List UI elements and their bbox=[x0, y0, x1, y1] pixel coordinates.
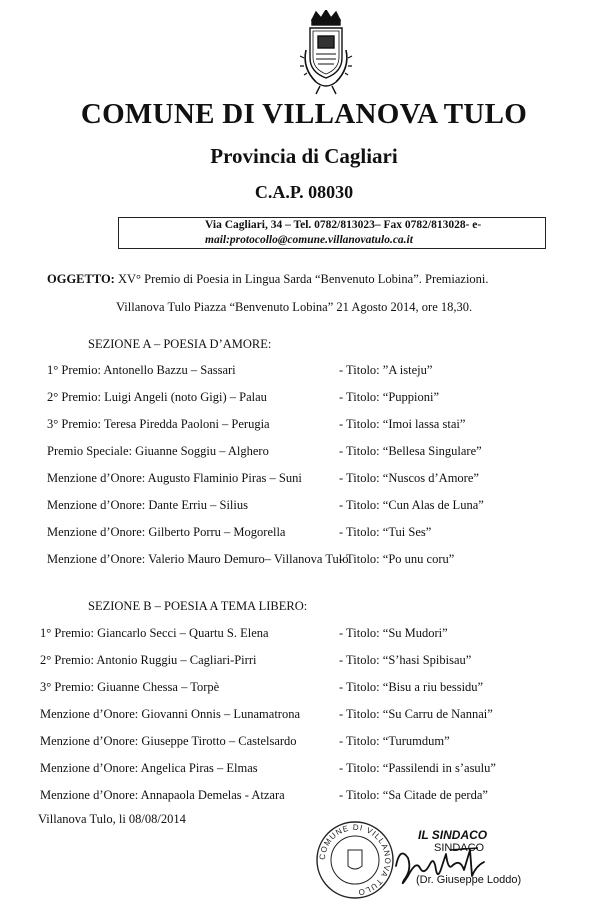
poem-title: - Titolo: “Bellesa Singulare” bbox=[339, 444, 482, 458]
poem-title: - Titolo: “Cun Alas de Luna” bbox=[339, 498, 484, 512]
award-recipient: 2° Premio: Antonio Ruggiu – Cagliari-Pirri bbox=[40, 653, 257, 667]
comune-title: COMUNE DI VILLANOVA TULO bbox=[80, 98, 528, 130]
poem-title: - Titolo: “Bisu a riu bessidu” bbox=[339, 680, 484, 694]
sindaco-name: (Dr. Giuseppe Loddo) bbox=[416, 874, 522, 886]
award-recipient: 1° Premio: Antonello Bazzu – Sassari bbox=[47, 363, 236, 377]
oggetto-text: XV° Premio di Poesia in Lingua Sarda “Benvenuto Lobina”. Premiazioni. bbox=[114, 272, 489, 286]
poem-title: - Titolo: “Nuscos d’Amore” bbox=[339, 471, 479, 485]
oggetto-line bbox=[47, 272, 489, 287]
award-recipient: Menzione d’Onore: Augusto Flaminio Piras – Suni bbox=[47, 471, 302, 485]
poem-title: - Titolo: “Passilendi in s’asulu” bbox=[339, 761, 496, 775]
sindaco-label: SINDACO bbox=[434, 842, 485, 854]
poem-title: - Titolo: “Su Mudori” bbox=[339, 626, 448, 640]
award-recipient: 1° Premio: Giancarlo Secci – Quartu S. Elena bbox=[40, 626, 269, 640]
poem-title: - Titolo: ”A isteju” bbox=[339, 363, 433, 377]
poem-title: - Titolo: “Po unu coru” bbox=[339, 552, 455, 566]
award-recipient: Menzione d’Onore: Valerio Mauro Demuro– Villanova Tulo bbox=[47, 552, 349, 566]
award-recipient: Menzione d’Onore: Giuseppe Tirotto – Castelsardo bbox=[40, 734, 297, 748]
award-recipient: 3° Premio: Teresa Piredda Paoloni – Perugia bbox=[47, 417, 270, 431]
poem-title: - Titolo: “Su Carru de Nannai” bbox=[339, 707, 493, 721]
oggetto-venue: Villanova Tulo Piazza “Benvenuto Lobina” 21 Agosto 2014, ore 18,30. bbox=[116, 300, 473, 314]
award-recipient: Menzione d’Onore: Annapaola Demelas - Atzara bbox=[40, 788, 285, 802]
poem-title: - Titolo: “S’hasi Spibisau” bbox=[339, 653, 472, 667]
provincia-subtitle: Provincia di Cagliari bbox=[210, 144, 398, 168]
award-recipient: Menzione d’Onore: Angelica Piras – Elmas bbox=[40, 761, 258, 775]
sindaco-title: IL SINDACO bbox=[418, 828, 488, 842]
poem-title: - Titolo: “Puppioni” bbox=[339, 390, 440, 404]
poem-title: - Titolo: “Turumdum” bbox=[339, 734, 450, 748]
municipal-crest-icon bbox=[294, 10, 358, 98]
poem-title: - Titolo: “Sa Citade de perda” bbox=[339, 788, 488, 802]
award-recipient: Menzione d’Onore: Giovanni Onnis – Lunamatrona bbox=[40, 707, 301, 721]
address-line1: Via Cagliari, 34 – Tel. 0782/813023– Fax 0782/813028- e- bbox=[205, 219, 482, 231]
svg-text:COMUNE DI VILLANOVA TULO bbox=[318, 823, 392, 897]
award-recipient: 3° Premio: Giuanne Chessa – Torpè bbox=[40, 680, 220, 694]
poem-title: - Titolo: “Imoi lassa stai” bbox=[339, 417, 466, 431]
award-recipient: Menzione d’Onore: Dante Erriu – Silius bbox=[47, 498, 248, 512]
award-recipient: Menzione d’Onore: Gilberto Porru – Mogorella bbox=[47, 525, 286, 539]
section-a-title: SEZIONE A – POESIA D’AMORE: bbox=[88, 337, 272, 351]
place-date: Villanova Tulo, li 08/08/2014 bbox=[38, 812, 186, 826]
email-line: mail:protocollo@comune.villanovatulo.ca.it bbox=[205, 234, 413, 246]
official-stamp bbox=[312, 820, 398, 900]
poem-title: - Titolo: “Tui Ses” bbox=[339, 525, 432, 539]
stamp-text: COMUNE DI VILLANOVA TULO bbox=[317, 822, 393, 898]
oggetto-label: OGGETTO: bbox=[47, 272, 115, 286]
award-recipient: 2° Premio: Luigi Angeli (noto Gigi) – Palau bbox=[47, 390, 267, 404]
section-b-title: SEZIONE B – POESIA A TEMA LIBERO: bbox=[88, 599, 308, 613]
cap-code: C.A.P. 08030 bbox=[254, 182, 354, 202]
handwritten-signature bbox=[390, 836, 490, 896]
award-recipient: Premio Speciale: Giuanne Soggiu – Alghero bbox=[47, 444, 269, 458]
